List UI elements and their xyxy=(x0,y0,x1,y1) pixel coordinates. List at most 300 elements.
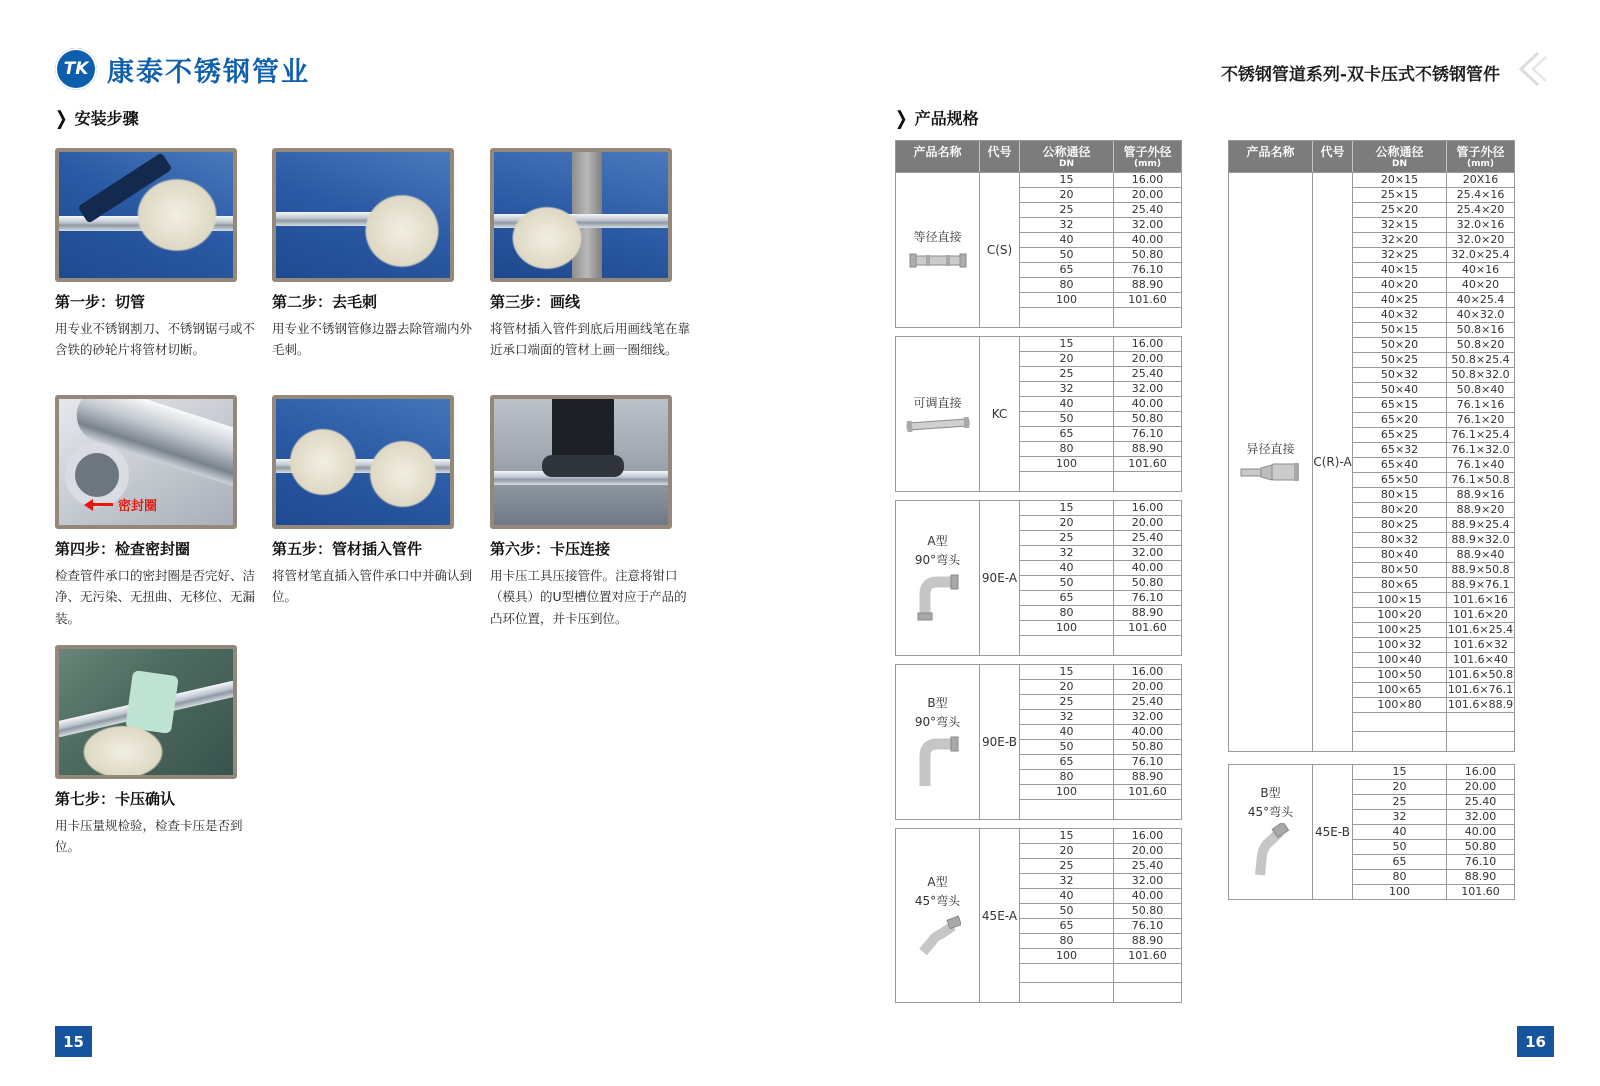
spec-row-empty xyxy=(1020,800,1181,819)
spec-row xyxy=(1353,533,1514,548)
dn-value: 80×32 xyxy=(1353,533,1447,547)
od-value: 101.6×20 xyxy=(1453,608,1508,621)
spec-rows xyxy=(1353,765,1514,899)
od-value: 32.00 xyxy=(1131,874,1164,887)
spec-row xyxy=(1020,248,1181,263)
od-value xyxy=(1114,636,1181,655)
spec-row xyxy=(1020,516,1181,531)
glove-image xyxy=(121,164,233,266)
dn-value: 40×15 xyxy=(1353,263,1447,277)
od-value: 76.1×20 xyxy=(1456,413,1505,426)
spec-row xyxy=(1020,740,1181,755)
od-value: 76.1×16 xyxy=(1456,398,1505,411)
dn-value xyxy=(1353,732,1447,751)
spec-row-empty xyxy=(1020,308,1181,327)
spec-row xyxy=(1020,427,1181,442)
dn-value: 40×32 xyxy=(1353,308,1447,322)
install-step-6 xyxy=(490,395,695,629)
product-code-cell: KC xyxy=(980,337,1020,491)
od-value: 40.00 xyxy=(1131,561,1164,574)
od-value xyxy=(1114,472,1181,491)
step-photo xyxy=(490,395,672,529)
product-name-cell xyxy=(896,501,980,655)
dn-value xyxy=(1020,636,1114,655)
elbow90-b-icon xyxy=(914,733,962,789)
spec-row xyxy=(1020,442,1181,457)
dn-value: 50 xyxy=(1353,840,1447,854)
spec-row xyxy=(1020,337,1181,352)
od-value: 20.00 xyxy=(1464,780,1497,793)
dn-value: 25×15 xyxy=(1353,188,1447,202)
spec-table-body xyxy=(1229,173,1514,751)
logo-tk-icon: TK xyxy=(55,48,97,90)
reducer-icon xyxy=(1239,460,1303,484)
dn-value: 65 xyxy=(1020,427,1114,441)
corner-chevron-icon xyxy=(1512,48,1548,90)
dn-value: 100 xyxy=(1353,885,1447,899)
col-header-dn: 公称通径 DN xyxy=(1353,141,1447,172)
glove-image xyxy=(67,715,179,779)
spec-row xyxy=(1353,458,1514,473)
step-photo xyxy=(55,645,237,779)
spec-row xyxy=(1020,263,1181,278)
left-arrow-icon xyxy=(87,503,113,506)
product-name: A型 xyxy=(927,874,948,889)
dn-value: 15 xyxy=(1353,765,1447,779)
spec-table xyxy=(895,140,1182,328)
dn-value: 80×25 xyxy=(1353,518,1447,532)
od-value: 32.0×16 xyxy=(1456,218,1505,231)
product-name: B型 xyxy=(1260,786,1281,800)
dn-value: 100×20 xyxy=(1353,608,1447,622)
spec-row xyxy=(1353,218,1514,233)
spec-row xyxy=(1353,263,1514,278)
od-value: 50.8×20 xyxy=(1456,338,1505,351)
od-value: 40×32.0 xyxy=(1456,308,1505,321)
elbow45-a-icon xyxy=(915,912,961,958)
od-value: 101.6×88.9 xyxy=(1447,698,1514,711)
product-name: 异径直接 xyxy=(1246,441,1295,456)
product-name: 可调直接 xyxy=(913,395,962,410)
od-value: 40.00 xyxy=(1464,825,1497,838)
od-value xyxy=(1114,800,1181,819)
install-step-2 xyxy=(272,148,477,361)
install-step-4 xyxy=(55,395,260,629)
od-value: 25.40 xyxy=(1464,795,1497,808)
od-value: 88.90 xyxy=(1131,442,1164,455)
spec-row xyxy=(1353,308,1514,323)
od-value: 88.9×16 xyxy=(1456,488,1505,501)
dn-value: 50 xyxy=(1020,740,1114,754)
spec-row xyxy=(1020,412,1181,427)
dn-value: 65×32 xyxy=(1353,443,1447,457)
step-title: 第二步：去毛刺 xyxy=(272,293,378,311)
od-value: 32.0×20 xyxy=(1456,233,1505,246)
spec-row xyxy=(1353,683,1514,698)
od-value xyxy=(1114,964,1181,982)
product-name-cell xyxy=(1229,765,1313,899)
od-value: 40×25.4 xyxy=(1456,293,1505,306)
dn-value: 65×25 xyxy=(1353,428,1447,442)
section-title: 产品规格 xyxy=(914,109,979,128)
seal-ring-annotation xyxy=(87,495,157,514)
col-header-code: 代号 xyxy=(1313,141,1353,172)
od-value: 50.80 xyxy=(1131,412,1164,425)
dn-value: 25 xyxy=(1020,695,1114,709)
spec-row xyxy=(1020,233,1181,248)
step-photo xyxy=(272,395,454,529)
product-code-cell: C(S) xyxy=(980,173,1020,327)
step-title: 第一步：切管 xyxy=(55,293,146,311)
page-number-right: 16 xyxy=(1517,1026,1554,1057)
od-value: 101.60 xyxy=(1461,885,1500,898)
elbow90-a-icon xyxy=(914,571,962,623)
dn-value: 20 xyxy=(1020,680,1114,694)
spec-row xyxy=(1353,278,1514,293)
dn-value: 100×65 xyxy=(1353,683,1447,697)
install-section-header xyxy=(55,106,139,129)
od-value: 32.00 xyxy=(1131,546,1164,559)
dn-value: 32 xyxy=(1353,810,1447,824)
dn-value: 100 xyxy=(1020,949,1114,963)
spec-tables-left-column xyxy=(895,140,1182,1003)
dn-value: 32 xyxy=(1020,546,1114,560)
spec-row xyxy=(1020,203,1181,218)
step-photo xyxy=(55,148,237,282)
dn-value: 65 xyxy=(1020,755,1114,769)
od-value: 88.9×76.1 xyxy=(1451,578,1510,591)
dn-value: 80 xyxy=(1020,606,1114,620)
od-value: 101.6×50.8 xyxy=(1447,668,1514,681)
spec-row xyxy=(1020,859,1181,874)
dn-value: 32×20 xyxy=(1353,233,1447,247)
od-value: 101.6×25.4 xyxy=(1447,623,1514,636)
od-value: 32.00 xyxy=(1131,218,1164,231)
install-step-7 xyxy=(55,645,260,858)
od-value: 88.9×20 xyxy=(1456,503,1505,516)
spec-row xyxy=(1353,668,1514,683)
press-jaw-image xyxy=(542,455,624,477)
spec-row xyxy=(1353,413,1514,428)
spec-row xyxy=(1353,780,1514,795)
od-value: 76.1×25.4 xyxy=(1451,428,1510,441)
od-value: 40×16 xyxy=(1461,263,1500,276)
spec-row xyxy=(1353,338,1514,353)
dn-value: 100×80 xyxy=(1353,698,1447,712)
dn-value: 25×20 xyxy=(1353,203,1447,217)
spec-row xyxy=(1353,855,1514,870)
dn-value: 20 xyxy=(1020,516,1114,530)
step-title: 第六步：卡压连接 xyxy=(490,540,611,558)
dn-value: 80 xyxy=(1020,934,1114,948)
spec-row xyxy=(1353,623,1514,638)
spec-rows xyxy=(1020,665,1181,819)
od-value: 76.10 xyxy=(1131,755,1164,768)
spec-rows xyxy=(1353,173,1514,751)
dn-value: 15 xyxy=(1020,337,1114,351)
dn-value: 40 xyxy=(1020,397,1114,411)
dn-value xyxy=(1353,713,1447,731)
dn-value: 25 xyxy=(1020,367,1114,381)
od-value: 88.90 xyxy=(1131,278,1164,291)
spec-row xyxy=(1353,885,1514,899)
od-value: 50.8×25.4 xyxy=(1451,353,1510,366)
step-title: 第四步：检查密封圈 xyxy=(55,540,191,558)
section-marker-icon: ❯ xyxy=(55,106,68,129)
dn-value: 80×50 xyxy=(1353,563,1447,577)
dn-value: 100×15 xyxy=(1353,593,1447,607)
od-value: 25.40 xyxy=(1131,531,1164,544)
spec-row xyxy=(1020,218,1181,233)
dn-value: 50×15 xyxy=(1353,323,1447,337)
spec-row-empty xyxy=(1020,472,1181,491)
spec-table-body xyxy=(896,173,1181,327)
spec-row xyxy=(1353,173,1514,188)
od-value: 76.10 xyxy=(1464,855,1497,868)
od-value xyxy=(1114,983,1181,1002)
spec-row xyxy=(1020,367,1181,382)
dn-value: 80 xyxy=(1020,442,1114,456)
spec-row xyxy=(1020,188,1181,203)
spec-row xyxy=(1020,919,1181,934)
spec-rows xyxy=(1020,337,1181,491)
dn-value: 25 xyxy=(1020,859,1114,873)
dn-value: 32 xyxy=(1020,382,1114,396)
spec-row xyxy=(1020,173,1181,188)
spec-row xyxy=(1020,725,1181,740)
dn-value: 25 xyxy=(1353,795,1447,809)
spec-rows xyxy=(1020,829,1181,1002)
dn-value: 80×15 xyxy=(1353,488,1447,502)
spec-table xyxy=(895,500,1182,656)
section-title: 安装步骤 xyxy=(74,109,139,128)
od-value: 101.60 xyxy=(1128,457,1167,470)
spec-row xyxy=(1353,698,1514,713)
spec-row xyxy=(1353,368,1514,383)
product-name: 45°弯头 xyxy=(914,893,961,908)
od-value: 32.0×25.4 xyxy=(1451,248,1510,261)
od-value: 32.00 xyxy=(1131,382,1164,395)
dn-value xyxy=(1020,308,1114,327)
od-value: 40.00 xyxy=(1131,725,1164,738)
spec-row xyxy=(1020,785,1181,800)
spec-row xyxy=(1020,949,1181,964)
dn-value: 32×25 xyxy=(1353,248,1447,262)
dn-value: 20×15 xyxy=(1353,173,1447,187)
od-value: 76.10 xyxy=(1131,263,1164,276)
od-value: 76.10 xyxy=(1131,591,1164,604)
od-value: 25.40 xyxy=(1131,695,1164,708)
seal-ring-label: 密封圈 xyxy=(118,499,158,514)
od-value: 101.60 xyxy=(1128,293,1167,306)
spec-row xyxy=(1353,593,1514,608)
dn-value: 50×40 xyxy=(1353,383,1447,397)
spec-table-header xyxy=(1229,141,1514,173)
spec-table xyxy=(895,336,1182,492)
dn-value: 32×15 xyxy=(1353,218,1447,232)
press-tool-image xyxy=(552,395,614,463)
od-value: 101.60 xyxy=(1128,621,1167,634)
dn-value: 25 xyxy=(1020,531,1114,545)
product-name: 45°弯头 xyxy=(1247,805,1294,819)
spec-table-body xyxy=(1229,765,1514,899)
dn-value: 25 xyxy=(1020,203,1114,217)
spec-row xyxy=(1353,578,1514,593)
col-header-dn: 公称通径 DN xyxy=(1020,141,1114,172)
dn-value: 40×25 xyxy=(1353,293,1447,307)
spec-row xyxy=(1353,443,1514,458)
step-description: 将管材插入管件到底后用画线笔在靠近承口端面的管材上画一圈细线。 xyxy=(490,321,691,358)
spec-row xyxy=(1353,398,1514,413)
spec-row xyxy=(1020,546,1181,561)
dn-value: 20 xyxy=(1353,780,1447,794)
step-description: 用专业不锈钢割刀、不锈钢锯弓或不含铁的砂轮片将管材切断。 xyxy=(55,321,256,358)
dn-value: 32 xyxy=(1020,874,1114,888)
od-value: 25.40 xyxy=(1131,859,1164,872)
dn-value: 100 xyxy=(1020,293,1114,307)
spec-row-empty xyxy=(1020,983,1181,1002)
step-description: 用专业不锈钢管修边器去除管端内外毛刺。 xyxy=(272,321,473,358)
spec-row xyxy=(1020,874,1181,889)
dn-value: 32 xyxy=(1020,218,1114,232)
spec-row xyxy=(1353,653,1514,668)
step-title: 第七步：卡压确认 xyxy=(55,790,176,808)
spec-table-body xyxy=(896,665,1181,819)
od-value: 20X16 xyxy=(1462,173,1499,186)
od-value: 76.10 xyxy=(1131,427,1164,440)
dn-value: 65 xyxy=(1353,855,1447,869)
install-step-5 xyxy=(272,395,477,608)
dn-value: 50 xyxy=(1020,576,1114,590)
od-value: 25.4×16 xyxy=(1456,188,1505,201)
dn-value: 80×40 xyxy=(1353,548,1447,562)
spec-row xyxy=(1020,591,1181,606)
spec-row xyxy=(1020,770,1181,785)
step-description: 用卡压工具压接管件。注意将钳口（模具）的U型槽位置对应于产品的凸环位置，并卡压到位。 xyxy=(490,568,687,626)
product-name-cell xyxy=(1229,173,1313,751)
dn-value: 100 xyxy=(1020,785,1114,799)
dn-value: 100×50 xyxy=(1353,668,1447,682)
spec-row xyxy=(1020,904,1181,919)
od-value: 88.9×50.8 xyxy=(1451,563,1510,576)
od-value: 32.00 xyxy=(1131,710,1164,723)
od-value: 50.8×16 xyxy=(1456,323,1505,336)
dn-value: 80×20 xyxy=(1353,503,1447,517)
spec-row xyxy=(1020,844,1181,859)
spec-row xyxy=(1020,561,1181,576)
product-code-cell: 45E-B xyxy=(1313,765,1353,899)
dn-value: 65×40 xyxy=(1353,458,1447,472)
od-value: 20.00 xyxy=(1131,680,1164,693)
od-value xyxy=(1447,732,1514,751)
spec-table-body xyxy=(896,501,1181,655)
od-value: 40.00 xyxy=(1131,889,1164,902)
dn-value: 50 xyxy=(1020,248,1114,262)
dn-value: 20 xyxy=(1020,188,1114,202)
dn-value: 65×20 xyxy=(1353,413,1447,427)
product-code-cell: C(R)-A xyxy=(1313,173,1353,751)
spec-row xyxy=(1353,503,1514,518)
spec-row xyxy=(1020,621,1181,636)
od-value: 16.00 xyxy=(1131,501,1164,514)
dn-value: 50×32 xyxy=(1353,368,1447,382)
product-code-cell: 45E-A xyxy=(980,829,1020,1002)
step-description: 检查管件承口的密封圈是否完好、洁净、无污染、无扭曲、无移位、无漏装。 xyxy=(55,568,256,626)
spec-row xyxy=(1353,870,1514,885)
glove-image xyxy=(498,194,596,282)
od-value: 50.8×40 xyxy=(1456,383,1505,396)
step-photo xyxy=(272,148,454,282)
spec-row xyxy=(1353,840,1514,855)
spec-row xyxy=(1353,353,1514,368)
dn-value: 65 xyxy=(1020,263,1114,277)
spec-row xyxy=(1353,473,1514,488)
spec-row xyxy=(1353,488,1514,503)
od-value xyxy=(1114,308,1181,327)
od-value: 50.80 xyxy=(1131,248,1164,261)
od-value: 50.8×32.0 xyxy=(1451,368,1510,381)
product-name-cell xyxy=(896,173,980,327)
dn-value: 40 xyxy=(1353,825,1447,839)
spec-table-header xyxy=(896,141,1181,173)
product-name: 等径直接 xyxy=(913,229,962,244)
od-value: 25.40 xyxy=(1131,367,1164,380)
od-value: 76.1×32.0 xyxy=(1451,443,1510,456)
spec-row xyxy=(1353,188,1514,203)
spec-tables-right-column xyxy=(1228,140,1515,900)
col-header-name: 产品名称 xyxy=(1229,141,1313,172)
spec-row xyxy=(1020,382,1181,397)
od-value xyxy=(1447,713,1514,731)
elbow45-b-icon xyxy=(1248,823,1294,879)
dn-value: 32 xyxy=(1020,710,1114,724)
series-title: 不锈钢管道系列-双卡压式不锈钢管件 xyxy=(1220,65,1500,85)
spec-row xyxy=(1020,680,1181,695)
dn-value: 40 xyxy=(1020,233,1114,247)
spec-row-empty xyxy=(1020,964,1181,983)
od-value: 40×20 xyxy=(1461,278,1500,291)
od-value: 20.00 xyxy=(1131,352,1164,365)
od-value: 76.1×40 xyxy=(1456,458,1505,471)
step-description: 将管材笔直插入管件承口中并确认到位。 xyxy=(272,568,473,605)
spec-row xyxy=(1353,518,1514,533)
spec-row xyxy=(1353,825,1514,840)
product-name: A型 xyxy=(927,534,948,548)
spec-row xyxy=(1020,889,1181,904)
od-value: 101.6×76.1 xyxy=(1447,683,1514,696)
spec-row xyxy=(1353,765,1514,780)
od-value: 88.9×25.4 xyxy=(1451,518,1510,531)
product-name: 90°弯头 xyxy=(914,553,961,567)
spec-row xyxy=(1020,293,1181,308)
col-header-code: 代号 xyxy=(980,141,1020,172)
od-value: 40.00 xyxy=(1131,397,1164,410)
spec-row xyxy=(1353,233,1514,248)
spec-row xyxy=(1020,457,1181,472)
company-name: 康泰不锈钢管业 xyxy=(107,56,310,88)
step-title: 第五步：管材插入管件 xyxy=(272,540,423,558)
od-value: 25.4×20 xyxy=(1456,203,1505,216)
col-header-od: 管子外径 (mm) xyxy=(1123,145,1172,169)
dn-value: 15 xyxy=(1020,665,1114,679)
dn-value: 100×40 xyxy=(1353,653,1447,667)
od-value: 101.60 xyxy=(1128,949,1167,962)
od-value: 16.00 xyxy=(1131,337,1164,350)
spec-row xyxy=(1020,576,1181,591)
col-header-od: 管子外径 (mm) xyxy=(1456,145,1505,169)
spec-row xyxy=(1353,428,1514,443)
spec-row xyxy=(1020,501,1181,516)
